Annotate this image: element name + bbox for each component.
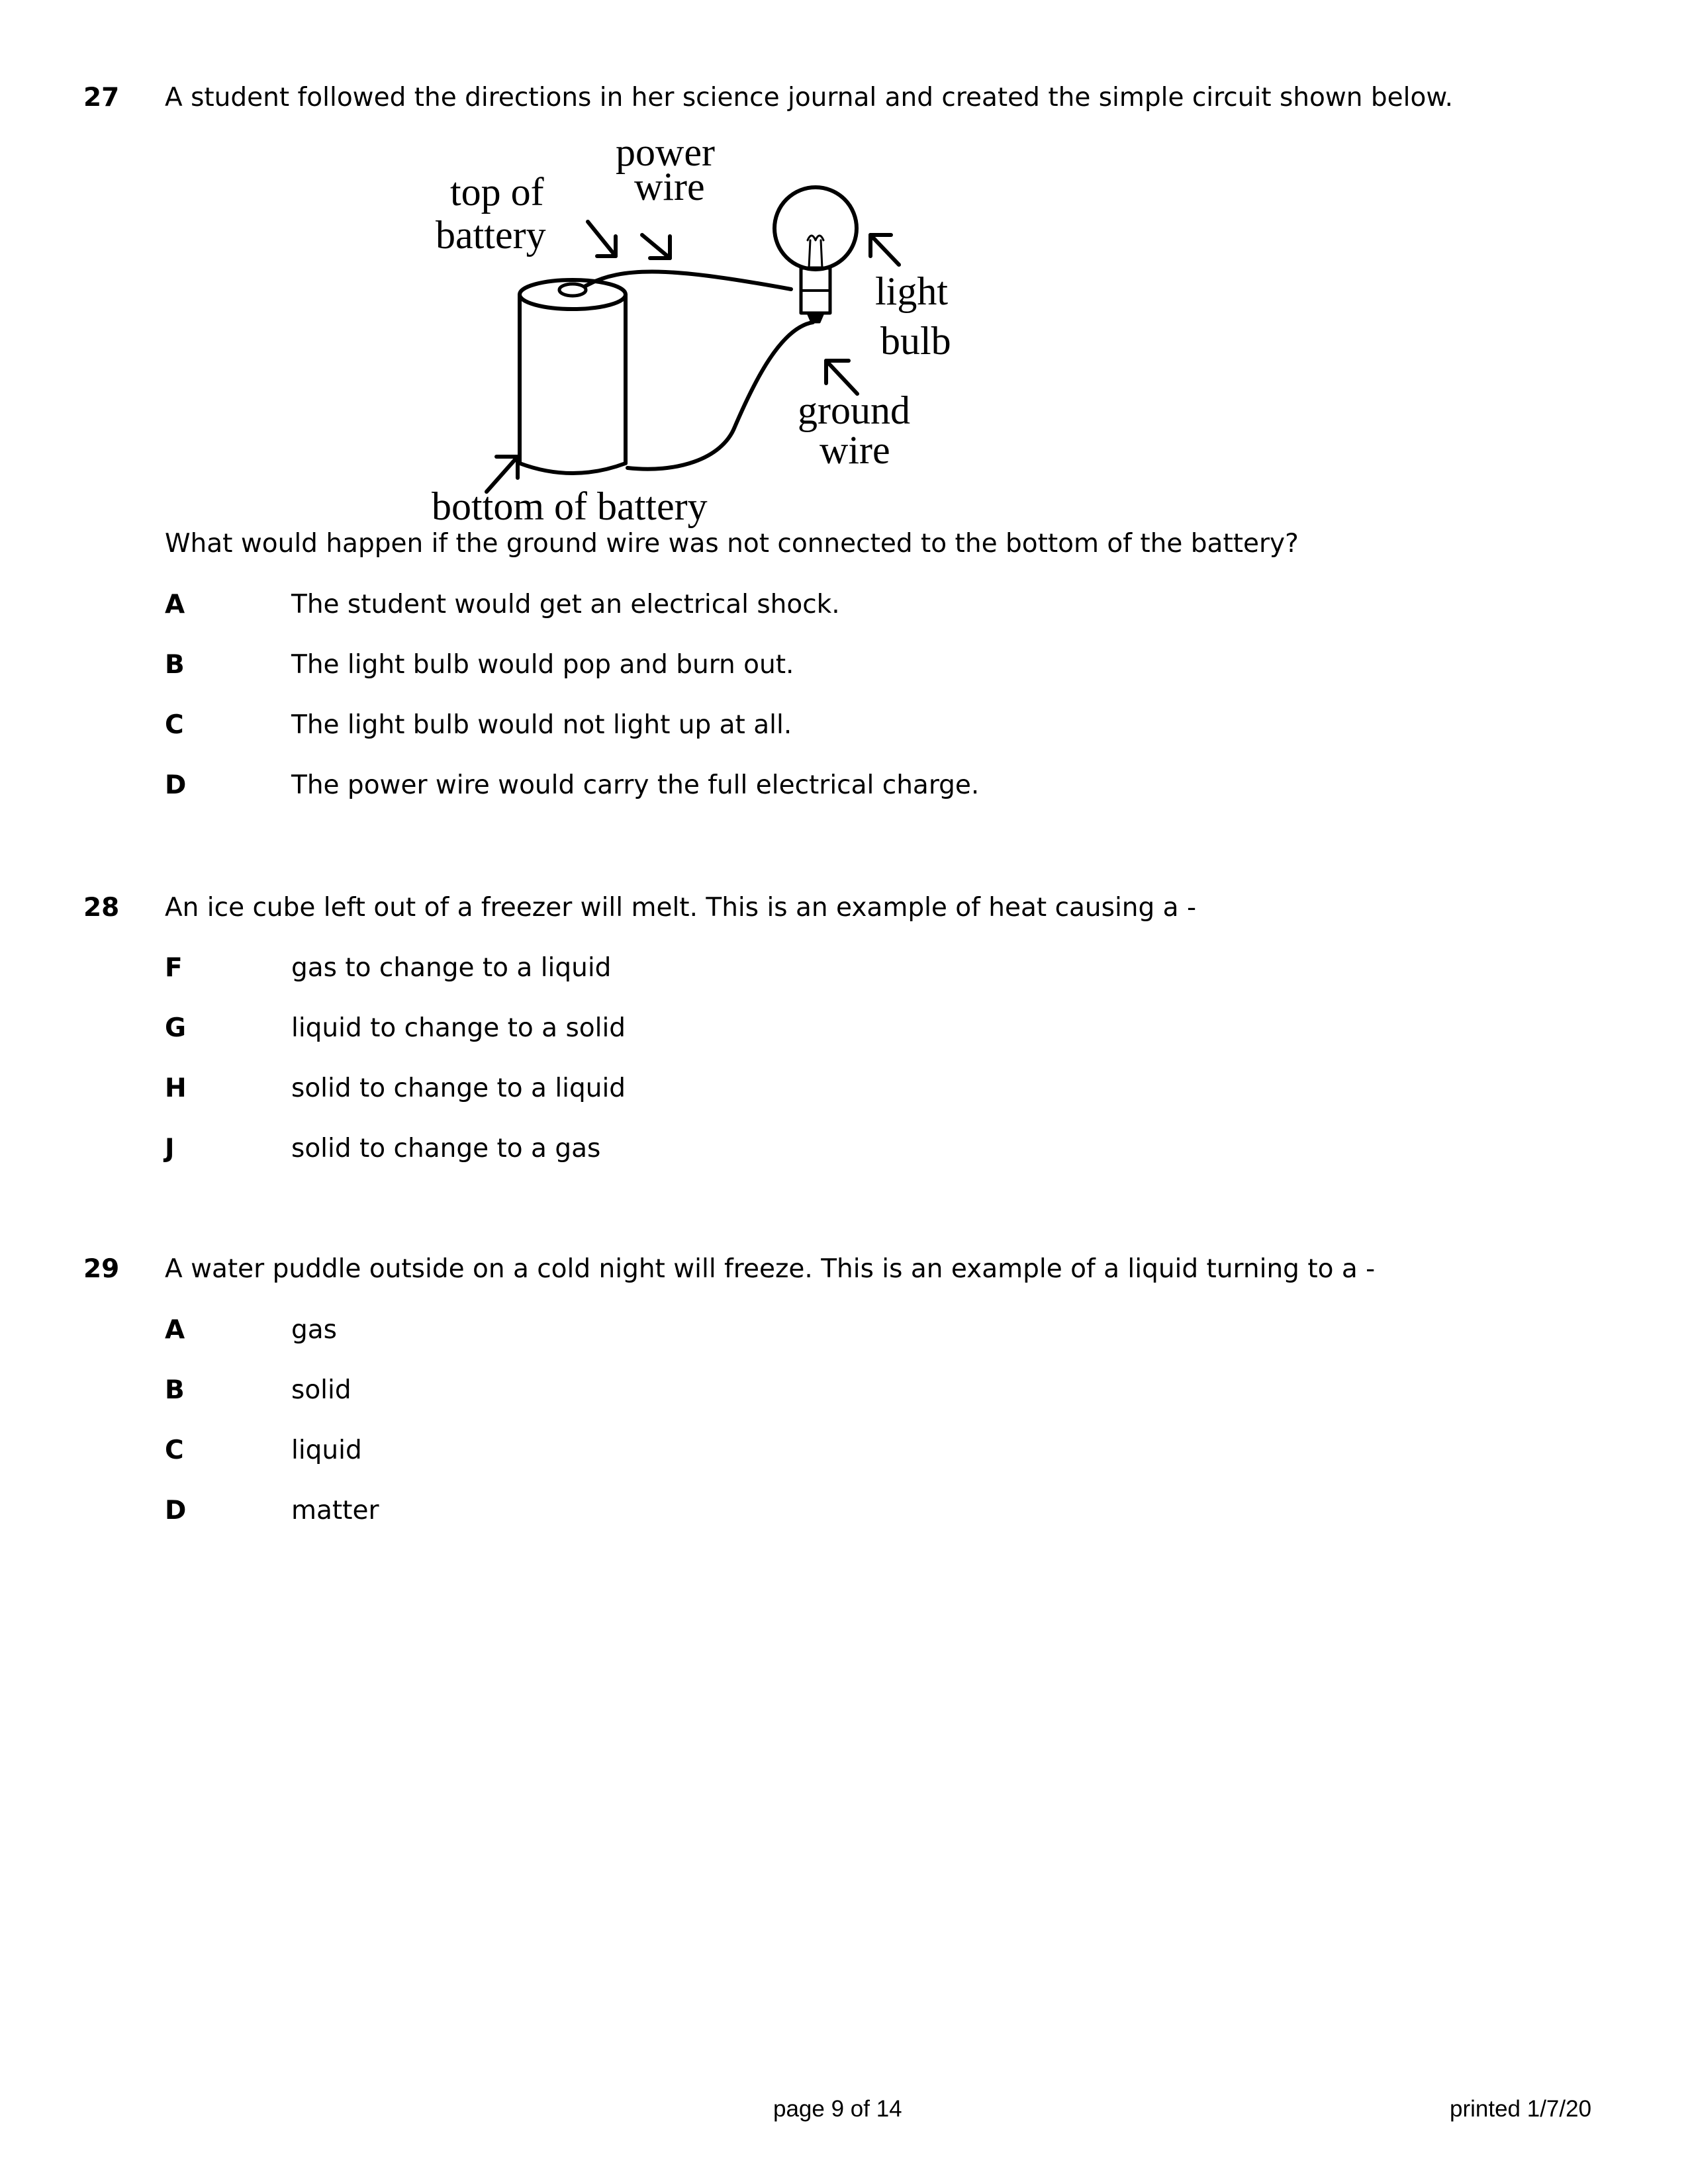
- answer-option[interactable]: [0, 1073, 1688, 1107]
- option-text: solid to change to a gas: [291, 1134, 601, 1163]
- answer-option[interactable]: [0, 1435, 1688, 1469]
- option-letter: A: [165, 1315, 185, 1345]
- answer-option[interactable]: [0, 650, 1688, 683]
- label-battery: battery: [436, 213, 546, 257]
- question-number: 27: [83, 83, 120, 113]
- option-text: The light bulb would pop and burn out.: [291, 650, 794, 680]
- ground-wire: [628, 322, 813, 469]
- option-text: The light bulb would not light up at all.: [291, 710, 792, 740]
- battery-terminal: [559, 284, 586, 296]
- option-letter: H: [165, 1073, 187, 1103]
- option-text: gas: [291, 1315, 337, 1345]
- bulb-glass: [774, 187, 857, 269]
- label-top-of: top of: [450, 170, 544, 214]
- option-letter: D: [165, 770, 187, 800]
- option-letter: A: [165, 590, 185, 619]
- label-power: power: [616, 130, 715, 174]
- answer-option[interactable]: [0, 1013, 1688, 1046]
- option-letter: J: [165, 1134, 175, 1163]
- label-bottom-of-battery: bottom of battery: [432, 484, 708, 528]
- option-letter: C: [165, 710, 184, 740]
- question-prompt: What would happen if the ground wire was not connected to the bottom of the battery?: [165, 529, 1299, 559]
- label-light: light: [875, 269, 949, 313]
- question-stem: A student followed the directions in her science journal and created the simple circuit shown below.: [165, 83, 1454, 113]
- answer-option[interactable]: [0, 1315, 1688, 1348]
- answer-option[interactable]: [0, 710, 1688, 743]
- arrow-power-wire: [642, 235, 670, 258]
- option-text: matter: [291, 1496, 379, 1525]
- question-number: 29: [83, 1254, 120, 1284]
- answer-option[interactable]: [0, 590, 1688, 623]
- circuit-diagram: [424, 129, 980, 529]
- option-letter: F: [165, 953, 183, 983]
- option-text: gas to change to a liquid: [291, 953, 612, 983]
- option-text: The student would get an electrical shock.: [291, 590, 840, 619]
- label-ground: ground: [798, 388, 910, 432]
- print-date: printed 1/7/20: [1450, 2096, 1592, 2122]
- option-text: liquid: [291, 1435, 362, 1465]
- question-number: 28: [83, 893, 120, 923]
- option-text: solid: [291, 1375, 352, 1405]
- option-letter: B: [165, 1375, 185, 1405]
- answer-option[interactable]: [0, 1375, 1688, 1408]
- option-letter: B: [165, 650, 185, 680]
- answer-option[interactable]: [0, 953, 1688, 986]
- answer-option[interactable]: [0, 1134, 1688, 1167]
- answer-option[interactable]: [0, 770, 1688, 803]
- label-bulb: bulb: [880, 319, 951, 363]
- option-letter: G: [165, 1013, 187, 1043]
- page-number: page 9 of 14: [773, 2096, 902, 2122]
- answer-option[interactable]: [0, 1496, 1688, 1529]
- option-text: solid to change to a liquid: [291, 1073, 626, 1103]
- label-wire-2: wire: [820, 428, 890, 472]
- label-wire-1: wire: [634, 165, 705, 208]
- question-stem: A water puddle outside on a cold night will freeze. This is an example of a liquid turning to a -: [165, 1254, 1376, 1284]
- option-letter: D: [165, 1496, 187, 1525]
- option-text: liquid to change to a solid: [291, 1013, 626, 1043]
- arrow-light-bulb: [870, 235, 899, 265]
- arrow-top-of-battery: [588, 222, 616, 256]
- option-text: The power wire would carry the full electrical charge.: [291, 770, 980, 800]
- question-stem: An ice cube left out of a freezer will melt. This is an example of heat causing a -: [165, 893, 1197, 923]
- option-letter: C: [165, 1435, 184, 1465]
